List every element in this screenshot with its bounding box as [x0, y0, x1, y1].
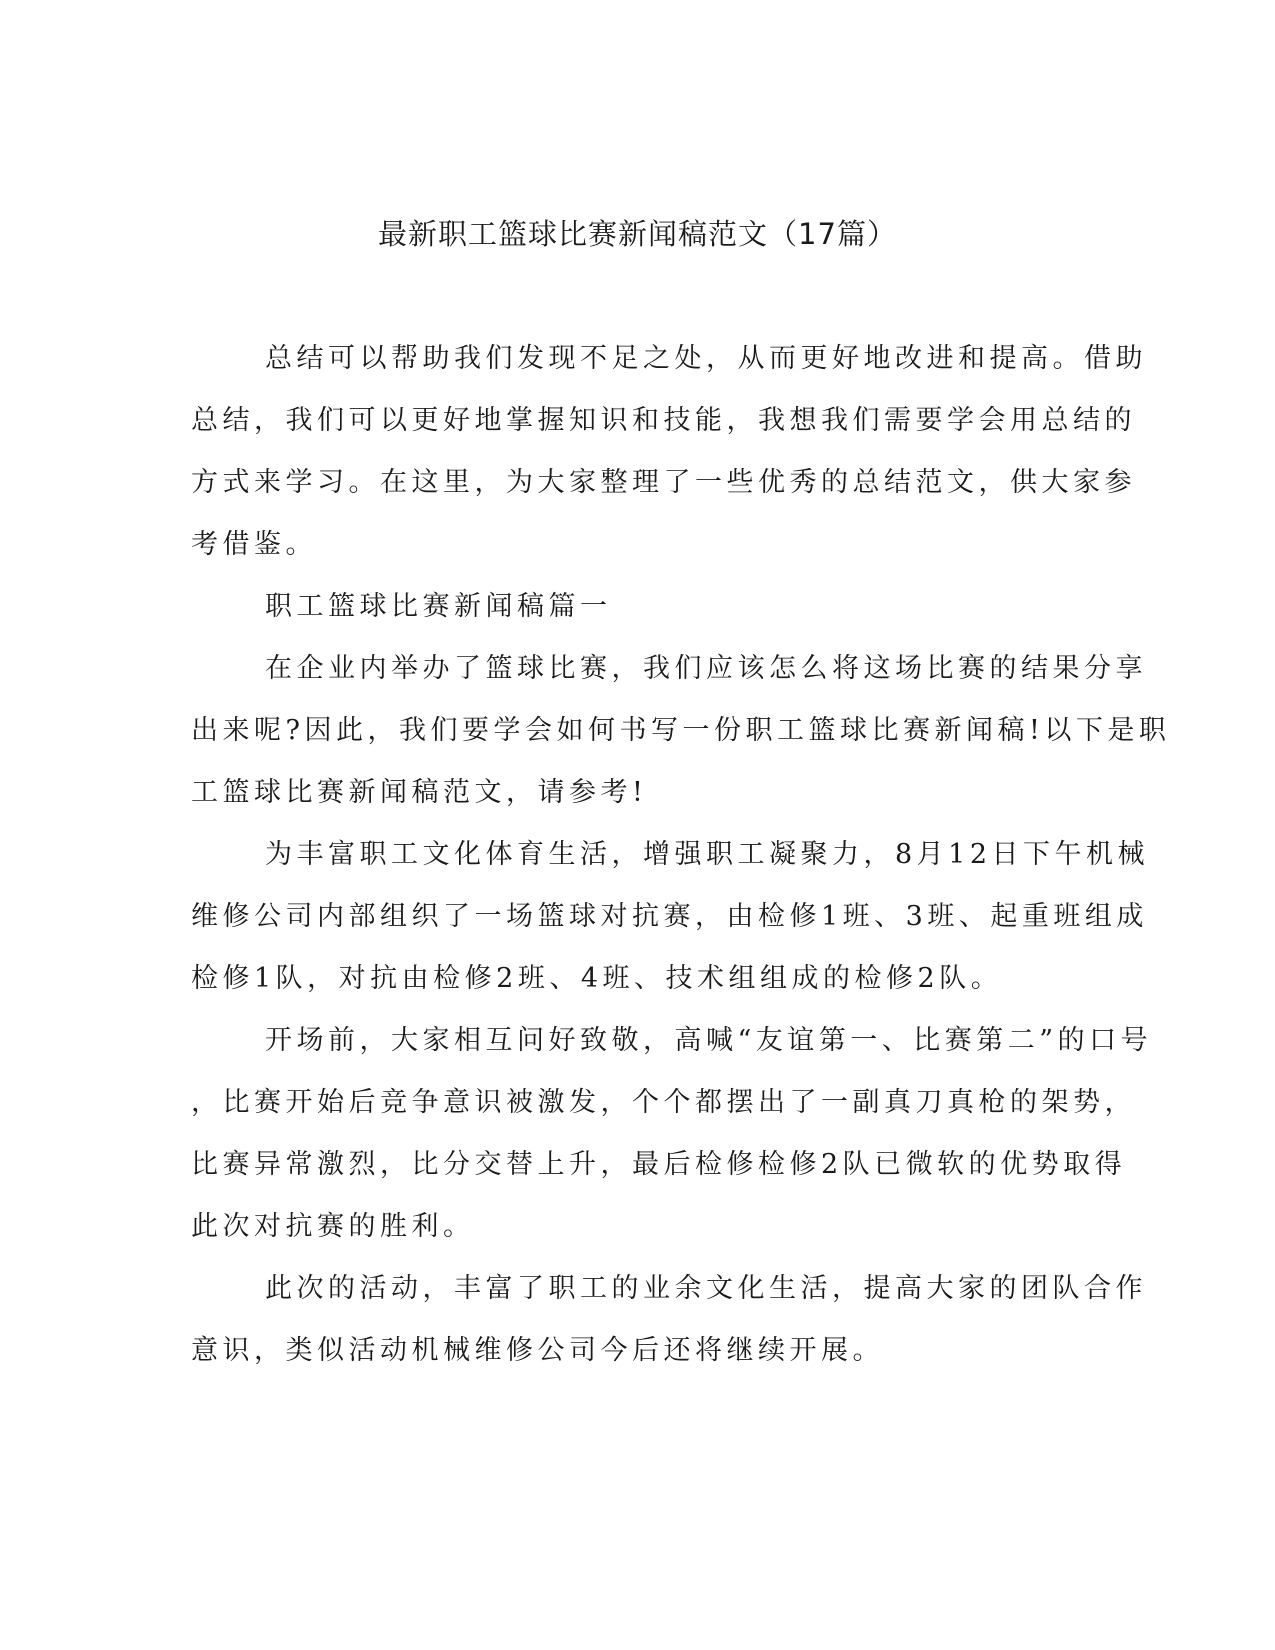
paragraph-event [191, 824, 1150, 1010]
paragraph-match [191, 1010, 1153, 1258]
paragraph-line: 检修1队，对抗由检修2班、4班、技术组组成的检修2队。 [191, 963, 1003, 994]
paragraph-line: 意识，类似活动机械维修公司今后还将继续开展。 [191, 1335, 884, 1366]
paragraph-line: 在企业内举办了篮球比赛，我们应该怎么将这场比赛的结果分享 [265, 653, 1147, 684]
document-title: 最新职工篮球比赛新闻稿范文（17篇） [378, 217, 897, 251]
section-heading-text: 职工篮球比赛新闻稿篇一 [265, 591, 612, 622]
paragraph-line: 考借鉴。 [191, 529, 317, 560]
paragraph-preface [191, 638, 1171, 824]
paragraph-line: 开场前，大家相互问好致敬，高喊“友谊第一、比赛第二”的口号 [265, 1025, 1153, 1056]
document-body [191, 328, 1171, 1382]
paragraph-line: 比赛异常激烈，比分交替上升，最后检修检修2队已微软的优势取得 [191, 1149, 1127, 1180]
paragraph-conclusion [191, 1258, 1147, 1382]
paragraph-line: 为丰富职工文化体育生活，增强职工凝聚力，8月12日下午机械 [265, 839, 1150, 870]
paragraph-intro [191, 328, 1147, 576]
paragraph-line: 工篮球比赛新闻稿范文，请参考! [191, 777, 648, 808]
paragraph-line: 出来呢?因此，我们要学会如何书写一份职工篮球比赛新闻稿!以下是职 [191, 715, 1171, 746]
section-heading [191, 576, 1091, 638]
paragraph-line: 总结可以帮助我们发现不足之处，从而更好地改进和提高。借助 [265, 343, 1147, 374]
paragraph-line: ，比赛开始后竞争意识被激发，个个都摆出了一副真刀真枪的架势， [191, 1087, 1136, 1118]
paragraph-line: 此次的活动，丰富了职工的业余文化生活，提高大家的团队合作 [265, 1273, 1147, 1304]
paragraph-line: 总结，我们可以更好地掌握知识和技能，我想我们需要学会用总结的 [191, 405, 1136, 436]
paragraph-line: 维修公司内部组织了一场篮球对抗赛，由检修1班、3班、起重班组成 [191, 901, 1148, 932]
paragraph-line: 此次对抗赛的胜利。 [191, 1211, 475, 1242]
paragraph-line: 方式来学习。在这里，为大家整理了一些优秀的总结范文，供大家参 [191, 467, 1136, 498]
